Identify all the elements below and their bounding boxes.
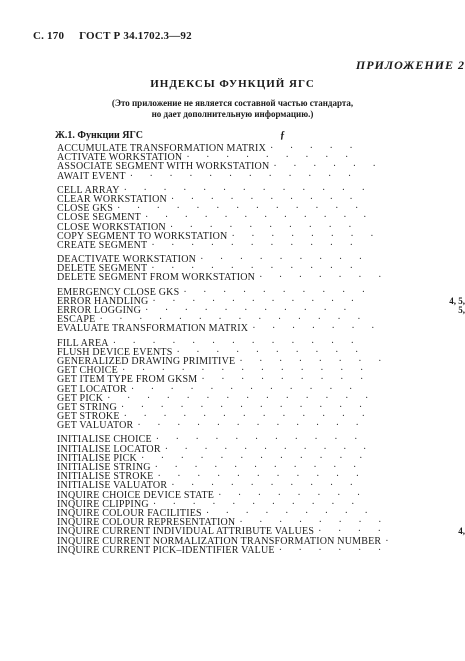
- section-heading-text: Ж.1. Функции ЯГС: [55, 130, 143, 141]
- function-name: INQUIRE CURRENT NORMALIZATION TRANSFORMATION NUMBER: [57, 535, 382, 547]
- dot-leader: · · · · · · · ·: [218, 489, 368, 501]
- dot-leader: · · · · · · · · · · · ·: [140, 452, 370, 464]
- function-name: AWAIT EVENT: [57, 170, 126, 182]
- function-name: INITIALISE VALUATOR: [57, 480, 168, 492]
- page-title: ИНДЕКСЫ ФУНКЦИЙ ЯГС: [150, 78, 315, 90]
- index-entry: [57, 324, 465, 333]
- dot-leader: · · · · · · · · · · ·: [152, 498, 362, 510]
- dot-leader: · · · · · · · · · · ·: [152, 295, 362, 307]
- index-entry: [57, 421, 465, 430]
- index-entry: [57, 241, 465, 250]
- dot-leader: · · · · · · · · · · · ·: [129, 170, 359, 182]
- dot-leader: · · · · · · · · · ·: [183, 286, 373, 298]
- dot-leader: · · · · · · · · · · · ·: [130, 383, 360, 395]
- function-index-list: [57, 144, 465, 560]
- dot-leader: · · · · · · · · · · · · ·: [121, 365, 371, 377]
- function-name: INQUIRE COLOUR REPRESENTATION: [57, 517, 236, 529]
- section-heading: [55, 130, 285, 141]
- dot-leader: · · · · · · · · · · ·: [154, 462, 364, 473]
- function-name: DEACTIVATE WORKSTATION: [57, 254, 197, 266]
- dot-leader: · · · · · · · · · · · · ·: [116, 203, 366, 215]
- index-group: [57, 339, 465, 431]
- function-name: CELL ARRAY: [57, 184, 120, 196]
- index-group: [57, 288, 465, 334]
- dot-leader: · · · · · · · · · ·: [171, 480, 360, 492]
- function-name: ERROR HANDLING: [57, 295, 149, 307]
- index-group: [57, 144, 465, 181]
- function-name: INQUIRE CURRENT INDIVIDUAL ATTRIBUTE VALUES: [57, 526, 315, 538]
- index-entry: [57, 273, 465, 282]
- index-group: [57, 186, 465, 250]
- function-name: CLOSE GKS: [57, 203, 113, 215]
- function-name: CLOSE WORKSTATION: [57, 221, 166, 233]
- dot-leader: · · · · · · · · · · · ·: [137, 420, 366, 432]
- dot-leader: · · · · · · · · ·: [200, 254, 370, 266]
- function-name: CLOSE SEGMENT: [57, 212, 141, 224]
- page-reference: 4,: [458, 526, 465, 537]
- function-name: GET PICK: [57, 392, 104, 404]
- index-group: [57, 255, 465, 283]
- function-name: COPY SEGMENT TO WORKSTATION: [57, 230, 228, 242]
- function-name: DELETE SEGMENT: [57, 263, 148, 275]
- function-name: EMERGENCY CLOSE GKS: [57, 286, 180, 298]
- column-mark: ƒ: [280, 130, 285, 141]
- index-entry: [57, 172, 465, 181]
- function-name: INITIALISE STROKE: [57, 471, 154, 483]
- dot-leader: · · · · · · · · · · · · ·: [123, 411, 372, 423]
- dot-leader: · · · · · · · · · · ·: [157, 471, 367, 483]
- dot-leader: · · · · · ·: [278, 544, 389, 556]
- dot-leader: · · · · · · ·: [252, 323, 382, 335]
- function-name: ACTIVATE WORKSTATION: [57, 152, 183, 164]
- dot-leader: · · · · · · · · · ·: [170, 193, 360, 205]
- dot-leader: · · · · · ·: [273, 161, 383, 173]
- function-name: INITIALISE STRING: [57, 462, 151, 473]
- function-name: INITIALISE CHOICE: [57, 434, 152, 446]
- function-name: ERROR LOGGING: [57, 305, 141, 316]
- dot-leader: · · · · · · · · · · ·: [151, 263, 360, 275]
- informative-note: [0, 98, 465, 120]
- dot-leader: · · · · · · · · · · ·: [155, 434, 365, 446]
- dot-leader: · · · · · · · · · · · · · ·: [107, 392, 376, 404]
- dot-leader: · · · ·: [318, 526, 388, 538]
- page-reference: 4, 5,: [449, 295, 465, 306]
- function-name: INQUIRE COLOUR FACILITIES: [57, 507, 202, 519]
- function-name: INQUIRE CURRENT PICK–IDENTIFIER VALUE: [57, 544, 275, 556]
- note-line-2: но дает дополнительную информацию.): [151, 109, 314, 119]
- function-name: INQUIRE CLIPPING: [57, 498, 149, 510]
- dot-leader: · · · · · · · · · · · · · ·: [99, 314, 368, 326]
- function-name: INITIALISE LOCATOR: [57, 443, 161, 455]
- dot-leader: ·: [385, 535, 396, 547]
- index-entry: [57, 546, 465, 555]
- dot-leader: · · · · · · · · · ·: [176, 346, 366, 358]
- function-name: ASSOCIATE SEGMENT WITH WORKSTATION: [57, 161, 270, 173]
- function-name: GET LOCATOR: [57, 383, 127, 395]
- function-name: FILL AREA: [57, 337, 109, 349]
- function-name: GENERALIZED DRAWING PRIMITIVE: [57, 355, 236, 367]
- dot-leader: · · · · · · · · · · · · ·: [112, 337, 362, 349]
- dot-leader: · · · · · · · ·: [231, 230, 381, 242]
- function-name: INITIALISE PICK: [57, 452, 137, 464]
- dot-leader: · · · · ·: [270, 143, 360, 154]
- standard-code: ГОСТ Р 34.1702.3—92: [79, 30, 192, 42]
- dot-leader: · · · · · · · · · · ·: [164, 443, 374, 455]
- dot-leader: · · · · · · ·: [259, 272, 389, 284]
- page-reference: 5,: [458, 305, 465, 315]
- dot-leader: · · · · · · · ·: [239, 517, 389, 529]
- function-name: ACCUMULATE TRANSFORMATION MATRIX: [57, 143, 267, 154]
- function-name: CREATE SEGMENT: [57, 239, 148, 251]
- function-name: ESCAPE: [57, 314, 96, 326]
- function-name: INQUIRE CHOICE DEVICE STATE: [57, 489, 215, 501]
- dot-leader: · · · · · · · · · · · · ·: [123, 184, 372, 196]
- function-name: GET ITEM TYPE FROM GKSM: [57, 374, 198, 386]
- dot-leader: · · · · · · · · ·: [186, 152, 356, 164]
- dot-leader: · · · · · · · · · · · ·: [145, 212, 374, 224]
- function-name: GET VALUATOR: [57, 420, 134, 432]
- function-name: FLUSH DEVICE EVENTS: [57, 346, 173, 358]
- page-number: С. 170: [33, 30, 65, 42]
- dot-leader: · · · · · · · · · · ·: [145, 305, 354, 316]
- function-name: CLEAR WORKSTATION: [57, 193, 167, 205]
- dot-leader: · · · · · · · · · · ·: [151, 239, 360, 251]
- function-name: GET STROKE: [57, 411, 120, 423]
- running-header: [33, 30, 204, 42]
- dot-leader: · · · · · · · · · ·: [169, 221, 359, 233]
- function-name: EVALUATE TRANSFORMATION MATRIX: [57, 323, 249, 335]
- function-name: GET STRING: [57, 401, 117, 413]
- note-line-1: (Это приложение не является составной частью стандарта,: [111, 98, 354, 108]
- dot-leader: · · · · · · · ·: [239, 355, 389, 367]
- function-name: DELETE SEGMENT FROM WORKSTATION: [57, 272, 256, 284]
- appendix-label: ПРИЛОЖЕНИЕ 2: [355, 58, 465, 72]
- dot-leader: · · · · · · · · ·: [205, 507, 375, 519]
- index-group: [57, 435, 465, 554]
- function-name: GET CHOICE: [57, 365, 118, 377]
- dot-leader: · · · · · · · · · · · · ·: [120, 401, 370, 413]
- dot-leader: · · · · · · · · ·: [201, 374, 371, 386]
